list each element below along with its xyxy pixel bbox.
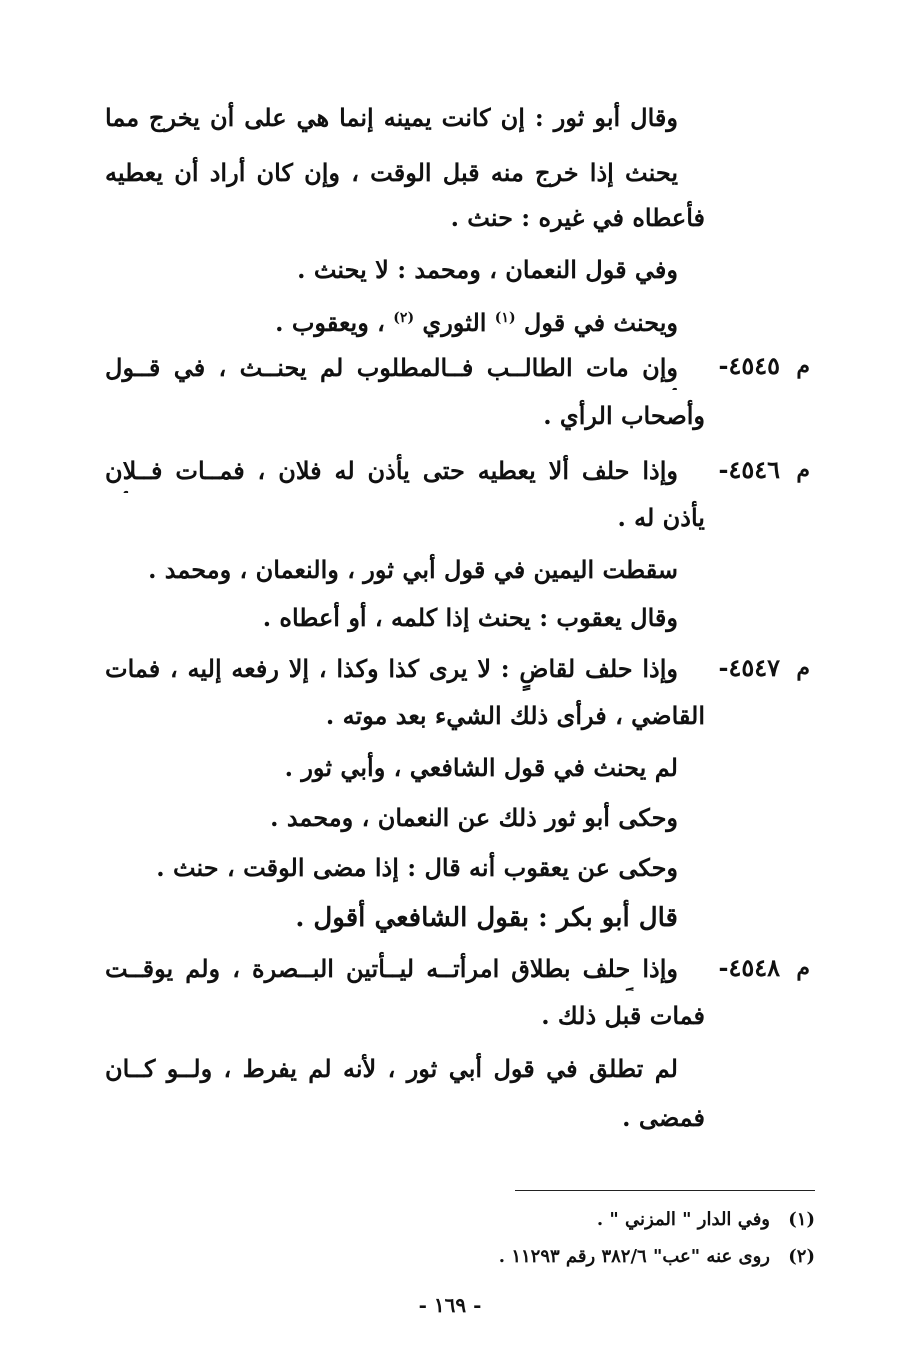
body-line: قال أبو بكر : بقول الشافعي أقول . — [295, 903, 678, 933]
footnote-ref: (٢) — [393, 310, 415, 326]
body-line: وحكى عن يعقوب أنه قال : إذا مضى الوقت ، حنث . — [156, 853, 678, 882]
section-marker: م — [796, 457, 810, 483]
body-line: يحنث إذا خرج منه قبل الوقت ، وإن كان أراد أن يعطيه — [105, 158, 678, 187]
body-line: وإذا حلف بطلاق امرأتــه ليــأتين البــصرة ، ولم يوقــت — [105, 954, 678, 983]
body-line: القاضي ، فرأى ذلك الشيء بعد موته . — [325, 701, 705, 730]
section-marker: م — [796, 655, 810, 681]
footnote-ref: (١) — [494, 310, 516, 326]
footnote-separator — [515, 1190, 815, 1191]
body-line: وقال يعقوب : يحنث إذا كلمه ، أو أعطاه . — [262, 603, 678, 632]
section-number: ٤٥٤٥- — [718, 351, 780, 380]
body-line: وقال أبو ثور : إن كانت يمينه إنما هي على أن يخرج مما — [105, 103, 678, 132]
section-number: ٤٥٤٦- — [718, 455, 780, 484]
body-line: فأعطاه في غيره : حنث . — [450, 203, 705, 232]
body-line: لم تطلق في قول أبي ثور ، لأنه لم يفرط ، ولــو كــان — [105, 1054, 678, 1083]
section-number: ٤٥٤٧- — [718, 653, 780, 682]
body-line: وإن مات الطالــب فــالمطلوب لم يحنــث ، في قــول — [105, 353, 678, 382]
body-line: لم يحنث في قول الشافعي ، وأبي ثور . — [284, 753, 678, 782]
body-text: ويحنث في قول — [523, 308, 678, 337]
body-line: وأصحاب الرأي . — [543, 401, 705, 430]
footnote-number: (٢) — [788, 1246, 815, 1267]
body-line: سقطت اليمين في قول أبي ثور ، والنعمان ، ومحمد . — [148, 555, 678, 584]
body-line: وحكى أبو ثور ذلك عن النعمان ، ومحمد . — [270, 803, 678, 832]
body-text: ، ويعقوب . — [275, 308, 385, 337]
footnote-number: (١) — [788, 1209, 815, 1230]
body-text: الثوري — [422, 308, 487, 337]
footnote-text: وفي الدار " المزني " . — [596, 1209, 770, 1230]
body-line: فمضى . — [622, 1103, 705, 1132]
body-line: فمات قبل ذلك . — [541, 1001, 705, 1030]
section-marker: م — [796, 353, 810, 379]
body-line: وإذا حلف ألا يعطيه حتى يأذن له فلان ، فمــات فــلان — [105, 456, 678, 485]
section-marker: م — [796, 955, 810, 981]
body-line: وفي قول النعمان ، ومحمد : لا يحنث . — [297, 255, 678, 284]
footnote-text: روى عنه "عب" ٣٨٢/٦ رقم ١١٢٩٣ . — [498, 1246, 770, 1267]
section-number: ٤٥٤٨- — [718, 953, 780, 982]
body-line — [275, 300, 678, 341]
page-number: - ١٦٩ - — [418, 1293, 482, 1317]
body-line: وإذا حلف لقاضٍ : لا يرى كذا وكذا ، إلا رفعه إليه ، فمات — [105, 654, 678, 683]
body-line: يأذن له . — [617, 503, 705, 532]
